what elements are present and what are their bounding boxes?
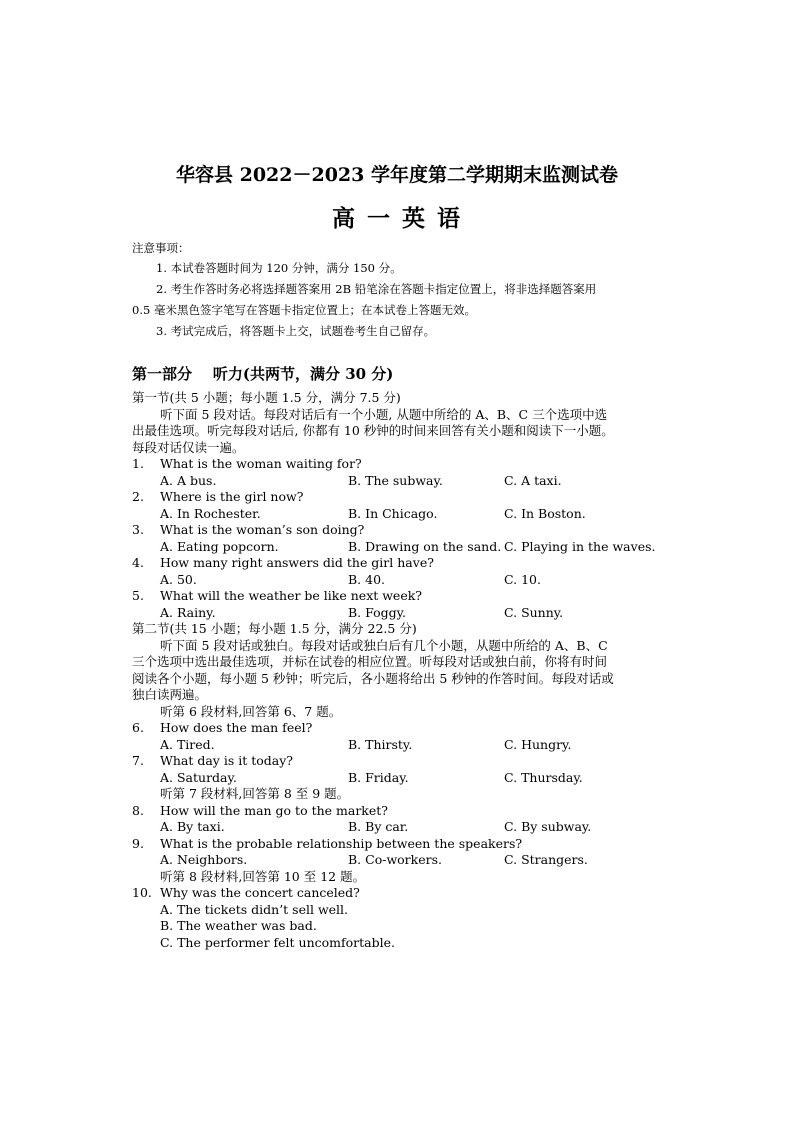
section1-heading: 第一节(共 5 小题；每小题 1.5 分，满分 7.5 分) — [132, 390, 401, 405]
listening-section — [132, 390, 672, 951]
option-a: A. Saturday. — [160, 769, 237, 785]
question — [132, 836, 672, 853]
notice-section — [132, 238, 672, 342]
option-b: B. Friday. — [348, 769, 409, 785]
question — [132, 522, 672, 539]
notice-item-3: 3. 考试完成后，将答题卡上交，试题卷考生自己留存。 — [156, 324, 436, 338]
option-c: C. By subway. — [504, 819, 592, 834]
question-number: 1. — [132, 456, 144, 471]
question-text: How many right answers did the girl have? — [160, 555, 434, 570]
answer-options — [132, 852, 672, 869]
option-c: C. Sunny. — [504, 604, 564, 620]
question-text: What will the weather be like next week? — [160, 588, 423, 603]
question-text: Why was the concert canceled? — [160, 885, 360, 900]
answer-options — [132, 819, 672, 836]
question-number: 4. — [132, 555, 144, 570]
answer-options — [132, 473, 672, 490]
option-c: C. A taxi. — [504, 472, 562, 488]
option-b: B. By car. — [348, 819, 409, 834]
option-a: A. The tickets didn’t sell well. — [160, 901, 349, 917]
option-a: A. In Rochester. — [160, 505, 261, 521]
option-b: B. In Chicago. — [348, 505, 438, 521]
section1-instruction: 听下面 5 段对话。每段对话后有一个小题, 从题中所给的 A、B、C 三个选项中选 — [160, 406, 608, 422]
notice-heading: 注意事项： — [132, 241, 190, 255]
option-c: C. In Boston. — [504, 505, 586, 521]
section1-instruction: 每段对话仅读一遍。 — [132, 439, 245, 455]
listening-material-note: 听第 6 段材料,回答第 6、7 题。 — [160, 703, 342, 719]
question-text: What is the probable relationship between the speakers? — [160, 835, 523, 851]
section1-instruction: 出最佳选项。听完每段对话后, 你都有 10 秒钟的时间来回答有关小题和阅读下一小题。 — [132, 423, 614, 438]
option-c: C. 10. — [504, 571, 541, 587]
section2-heading: 第二节(共 15 小题；每小题 1.5 分，满分 22.5 分) — [132, 621, 417, 636]
section2-instruction: 听下面 5 段对话或独白。每段对话或独白后有几个小题，从题中所给的 A、B、C — [160, 637, 608, 653]
section2-instruction: 三个选项中选出最佳选项，并标在试卷的相应位置。听每段对话或独白前，你将有时间 — [132, 654, 608, 669]
option-a: A. Eating popcorn. — [160, 538, 279, 554]
question-text: How does the man feel? — [160, 720, 313, 735]
question-number: 2. — [132, 489, 144, 504]
question — [132, 885, 672, 902]
option-c: C. Strangers. — [504, 852, 588, 867]
option-a: A. Tired. — [160, 736, 215, 752]
question — [132, 720, 672, 737]
question-text: What is the woman’s son doing? — [160, 522, 365, 537]
option-b: B. Foggy. — [348, 604, 407, 620]
option-a: A. By taxi. — [160, 819, 225, 834]
notice-item-1: 1. 本试卷答题时间为 120 分钟，满分 150 分。 — [156, 261, 402, 275]
question — [132, 489, 672, 506]
answer-options — [132, 770, 672, 787]
option-c: C. Hungry. — [504, 736, 572, 752]
option-c: C. The performer felt uncomfortable. — [160, 934, 395, 950]
notice-item-2-continued: 0.5 毫米黑色签字笔写在答题卡指定位置上；在本试卷上答题无效。 — [132, 303, 476, 317]
listening-material-note: 听第 7 段材料,回答第 8 至 9 题。 — [160, 786, 350, 801]
option-b: B. Thirsty. — [348, 736, 413, 752]
question — [132, 803, 672, 820]
question-number: 6. — [132, 720, 144, 735]
answer-options — [132, 737, 672, 754]
option-c: C. Thursday. — [504, 769, 583, 785]
option-a: A. A bus. — [160, 472, 217, 488]
option-c: C. Playing in the waves. — [504, 538, 656, 554]
exam-title: 华容县 2022－2023 学年度第二学期期末监测试卷 — [176, 164, 618, 186]
section2-instruction: 阅读各个小题，每小题 5 秒钟；听完后，各小题将给出 5 秒钟的作答时间。每段对话或 — [132, 670, 614, 686]
option-a: A. Neighbors. — [160, 852, 248, 867]
subject-title: 高 一 英 语 — [331, 205, 463, 232]
question-text: How will the man go to the market? — [160, 802, 388, 818]
option-b: B. Co-workers. — [348, 852, 442, 867]
answer-options — [132, 572, 672, 589]
question — [132, 588, 672, 605]
listening-material-note: 听第 8 段材料,回答第 10 至 12 题。 — [160, 868, 366, 884]
option-b: B. 40. — [348, 571, 386, 587]
answer-options — [132, 605, 672, 622]
question-text: What is the woman waiting for? — [160, 456, 362, 471]
question-number: 10. — [132, 885, 152, 900]
section2-instruction: 独白读两遍。 — [132, 687, 208, 702]
question-number: 3. — [132, 522, 144, 537]
question-number: 5. — [132, 588, 144, 603]
question — [132, 456, 672, 473]
question — [132, 753, 672, 770]
option-b: B. The weather was bad. — [160, 918, 317, 933]
question-number: 8. — [132, 802, 144, 818]
question-text: Where is the girl now? — [160, 489, 304, 504]
part1-heading: 第一部分 听力(共两节，满分 30 分) — [132, 365, 394, 383]
option-b: B. The subway. — [348, 472, 443, 488]
option-b: B. Drawing on the sand. — [348, 538, 502, 554]
notice-item-2: 2. 考生作答时务必将选择题答案用 2B 铅笔涂在答题卡指定位置上，将非选择题答案用 — [156, 282, 597, 296]
option-a: A. 50. — [160, 571, 197, 587]
question-text: What day is it today? — [160, 753, 293, 768]
answer-options — [132, 506, 672, 523]
question-number: 9. — [132, 835, 144, 851]
question-number: 7. — [132, 753, 144, 768]
option-a: A. Rainy. — [160, 604, 216, 620]
answer-options — [132, 539, 672, 556]
question — [132, 555, 672, 572]
